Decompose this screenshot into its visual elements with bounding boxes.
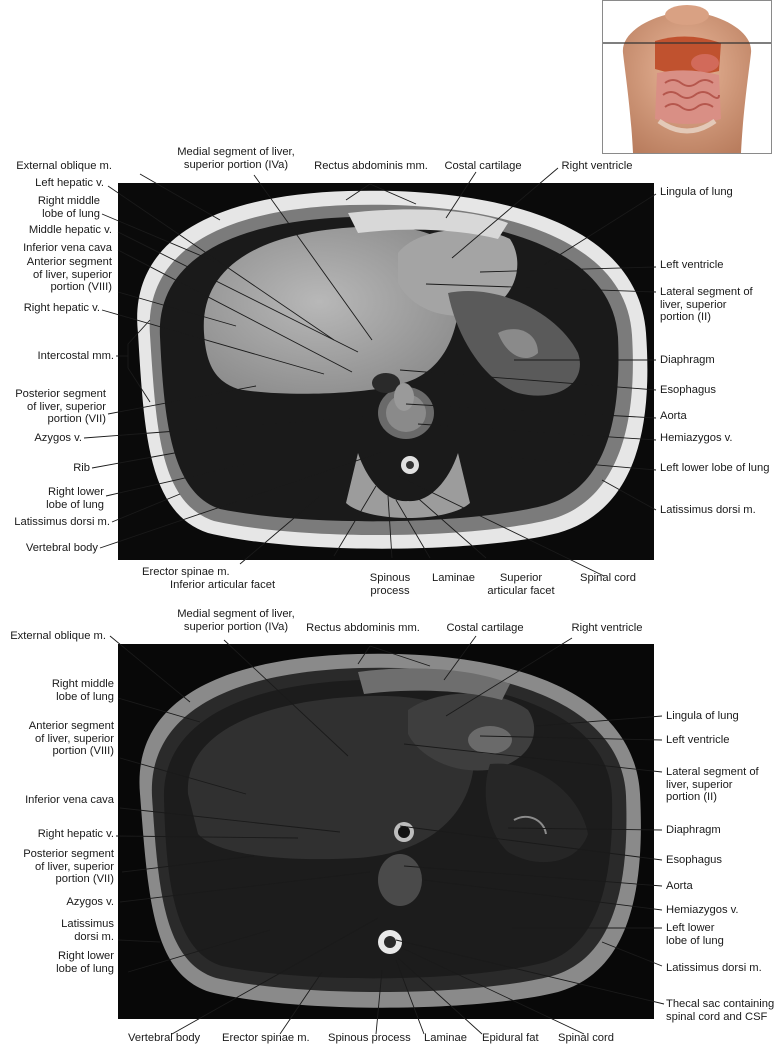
bottom-label-left-lower-lobe: Left lower lobe of lung [666, 922, 724, 947]
top-label-lateral-segment-liver: Lateral segment of liver, superior portion (II) [660, 286, 753, 324]
bottom-label-latissimus-dorsi-left: Latissimus dorsi m. [61, 918, 114, 943]
bottom-label-right-ventricle: Right ventricle [571, 622, 643, 634]
bottom-label-external-oblique: External oblique m. [10, 630, 106, 642]
top-label-external-oblique: External oblique m. [16, 160, 112, 172]
torso-illustration [603, 1, 771, 153]
top-label-right-ventricle: Right ventricle [561, 160, 633, 172]
top-label-laminae: Laminae [432, 572, 475, 584]
bottom-label-inferior-vena-cava: Inferior vena cava [25, 794, 114, 806]
bottom-label-right-middle-lobe: Right middle lobe of lung [51, 678, 114, 703]
top-label-rectus-abdominis: Rectus abdominis mm. [314, 160, 428, 172]
top-label-lingula: Lingula of lung [660, 186, 733, 198]
mri-bottom-image [118, 644, 654, 1019]
top-label-intercostal-mm: Intercostal mm. [37, 350, 114, 362]
bottom-label-right-lower-lobe: Right lower lobe of lung [56, 950, 114, 975]
top-label-hemiazygos-v: Hemiazygos v. [660, 432, 733, 444]
bottom-label-right-hepatic-v: Right hepatic v. [37, 828, 114, 840]
top-label-anterior-segment-liver: Anterior segment of liver, superior portion (VIII) [26, 256, 112, 294]
top-label-spinous-process: Spinous process [369, 572, 411, 597]
bottom-label-vertebral-body: Vertebral body [128, 1032, 201, 1044]
top-label-inferior-articular-facet: Inferior articular facet [170, 579, 276, 591]
top-label-spinal-cord: Spinal cord [580, 572, 636, 584]
bottom-label-costal-cartilage: Costal cartilage [446, 622, 524, 634]
top-label-left-ventricle: Left ventricle [660, 259, 724, 271]
top-label-inferior-vena-cava: Inferior vena cava [23, 242, 112, 254]
bottom-label-latissimus-dorsi-right: Latissimus dorsi m. [666, 962, 762, 974]
bottom-label-lingula: Lingula of lung [666, 710, 739, 722]
top-label-right-lower-lobe: Right lower lobe of lung [46, 486, 104, 511]
top-label-rib: Rib [73, 462, 90, 474]
top-label-vertebral-body: Vertebral body [25, 542, 98, 554]
bottom-label-medial-segment-liver: Medial segment of liver, superior portion (IVa) [177, 608, 295, 633]
top-label-left-hepatic-v: Left hepatic v. [35, 177, 104, 189]
bottom-label-epidural-fat: Epidural fat [482, 1032, 539, 1044]
stomach-illustration [691, 54, 719, 72]
bottom-label-aorta: Aorta [666, 880, 693, 892]
mri-t1-axial-image [118, 183, 654, 560]
bottom-label-diaphragm: Diaphragm [666, 824, 721, 836]
top-label-middle-hepatic-v: Middle hepatic v. [28, 224, 112, 236]
top-label-medial-segment-liver: Medial segment of liver, superior portion (IVa) [177, 146, 295, 171]
bottom-label-hemiazygos-v: Hemiazygos v. [666, 904, 739, 916]
top-label-posterior-segment-liver: Posterior segment of liver, superior portion (VII) [15, 388, 106, 426]
bottom-label-azygos-v: Azygos v. [66, 896, 114, 908]
top-label-right-hepatic-v: Right hepatic v. [23, 302, 100, 314]
top-label-azygos-v: Azygos v. [34, 432, 82, 444]
top-label-costal-cartilage: Costal cartilage [444, 160, 522, 172]
top-label-superior-articular-facet: Superior articular facet [487, 572, 555, 597]
bottom-label-thecal-sac: Thecal sac containing spinal cord and CSF [666, 998, 775, 1023]
bottom-label-spinous-process: Spinous process [328, 1032, 411, 1044]
bottom-label-laminae: Laminae [424, 1032, 467, 1044]
bottom-label-erector-spinae: Erector spinae m. [222, 1032, 310, 1044]
bottom-label-anterior-segment-liver: Anterior segment of liver, superior portion (VIII) [28, 720, 114, 758]
top-label-latissimus-dorsi-right: Latissimus dorsi m. [660, 504, 756, 516]
top-label-erector-spinae: Erector spinae m. [142, 566, 230, 578]
bottom-label-esophagus: Esophagus [666, 854, 722, 866]
bottom-label-rectus-abdominis: Rectus abdominis mm. [306, 622, 420, 634]
top-label-diaphragm: Diaphragm [660, 354, 715, 366]
mri-top-image [118, 183, 654, 560]
top-label-right-middle-lobe: Right middle lobe of lung [37, 195, 100, 220]
torso-inset-illustration [602, 0, 772, 154]
top-label-left-lower-lobe: Left lower lobe of lung [660, 462, 770, 474]
bottom-label-spinal-cord: Spinal cord [558, 1032, 614, 1044]
mri-t2-axial-image [118, 644, 654, 1019]
top-label-latissimus-dorsi-left: Latissimus dorsi m. [14, 516, 110, 528]
top-label-esophagus: Esophagus [660, 384, 716, 396]
bottom-label-lateral-segment-liver: Lateral segment of liver, superior portion (II) [666, 766, 759, 804]
top-label-aorta: Aorta [660, 410, 687, 422]
bottom-label-posterior-segment-liver: Posterior segment of liver, superior portion (VII) [23, 848, 114, 886]
bottom-label-left-ventricle: Left ventricle [666, 734, 730, 746]
